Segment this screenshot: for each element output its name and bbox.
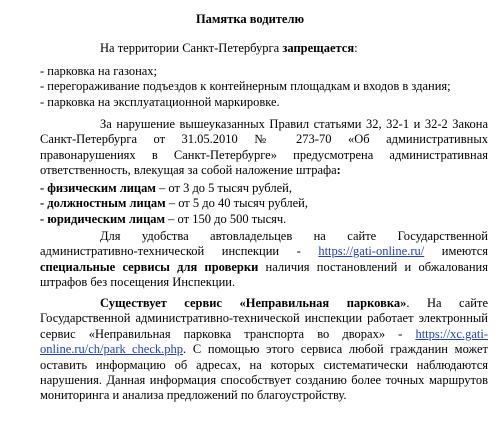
prohibitions-list: [40, 64, 488, 110]
service-text: . На сайте Государственной административно-технической инспекции работает электронный сервис «Неправильная парковка транспорта во дворах» -: [40, 296, 488, 341]
fine-category: - юридическим лицам: [40, 211, 166, 226]
list-item: - перегораживание подъездов к контейнерным площадкам и входов в здания;: [40, 79, 451, 94]
service-rest: . С помощью этого сервиса любой гражданин может оставить информацию об адресах, на которых систематически наблюдаются нарушения. Данная информация способствует созданию более точных маршрутов мониторинга и анализа предложений по благоустройству.: [40, 342, 488, 403]
intro-colon: :: [354, 41, 358, 55]
fine-amount: – от 150 до 500 тысяч.: [165, 211, 287, 226]
convenience-services: специальные сервисы для проверки: [40, 259, 259, 274]
service-heading: Существует сервис «Неправильная парковка»: [100, 296, 407, 310]
convenience-paragraph: [40, 229, 488, 291]
list-item: [40, 196, 488, 211]
list-item: - парковка на газонах;: [40, 64, 158, 78]
intro-text: На территории Санкт-Петербурга: [100, 41, 283, 55]
intro-prohibited: запрещается: [282, 41, 355, 55]
law-text: За нарушение вышеуказанных Правил статьями 32, 32-1 и 32-2 Закона Санкт-Петербурга от 31.05.2010 № 273-70 «Об административных правонарушениях в Санкт-Петербурге» предусмотрена административная ответственность, влекущая за собой наложение штрафа: [40, 117, 488, 178]
gati-online-link[interactable]: https://gati-online.ru/: [318, 244, 425, 259]
convenience-text: Для удобства автовладельцев на сайте Государственной административно-технической инспекции -: [40, 229, 488, 259]
fine-amount: – от 3 до 5 тысяч рублей,: [155, 181, 292, 195]
service-paragraph: [40, 296, 488, 404]
fine-category: - должностным лицам: [40, 196, 166, 211]
fine-amount: – от 5 до 40 тысяч рублей,: [165, 196, 309, 211]
prohibition-intro: [40, 41, 488, 56]
convenience-rest: наличия постановлений и обжалования штрафов без посещения Инспекции.: [40, 259, 488, 290]
convenience-mid: имеются: [424, 244, 488, 259]
fines-list: [40, 181, 488, 227]
memo-title: Памятка водителю: [195, 12, 305, 26]
list-item: [40, 181, 488, 196]
fine-category: - физическим лицам: [40, 181, 156, 195]
park-check-link[interactable]: https://xc.gati-online.ru/ch/park_check.php: [40, 326, 488, 357]
law-paragraph: [40, 117, 488, 179]
law-colon: :: [336, 163, 341, 178]
list-item: - парковка на эксплуатационной маркировке.: [40, 94, 280, 109]
list-item: [40, 212, 488, 227]
